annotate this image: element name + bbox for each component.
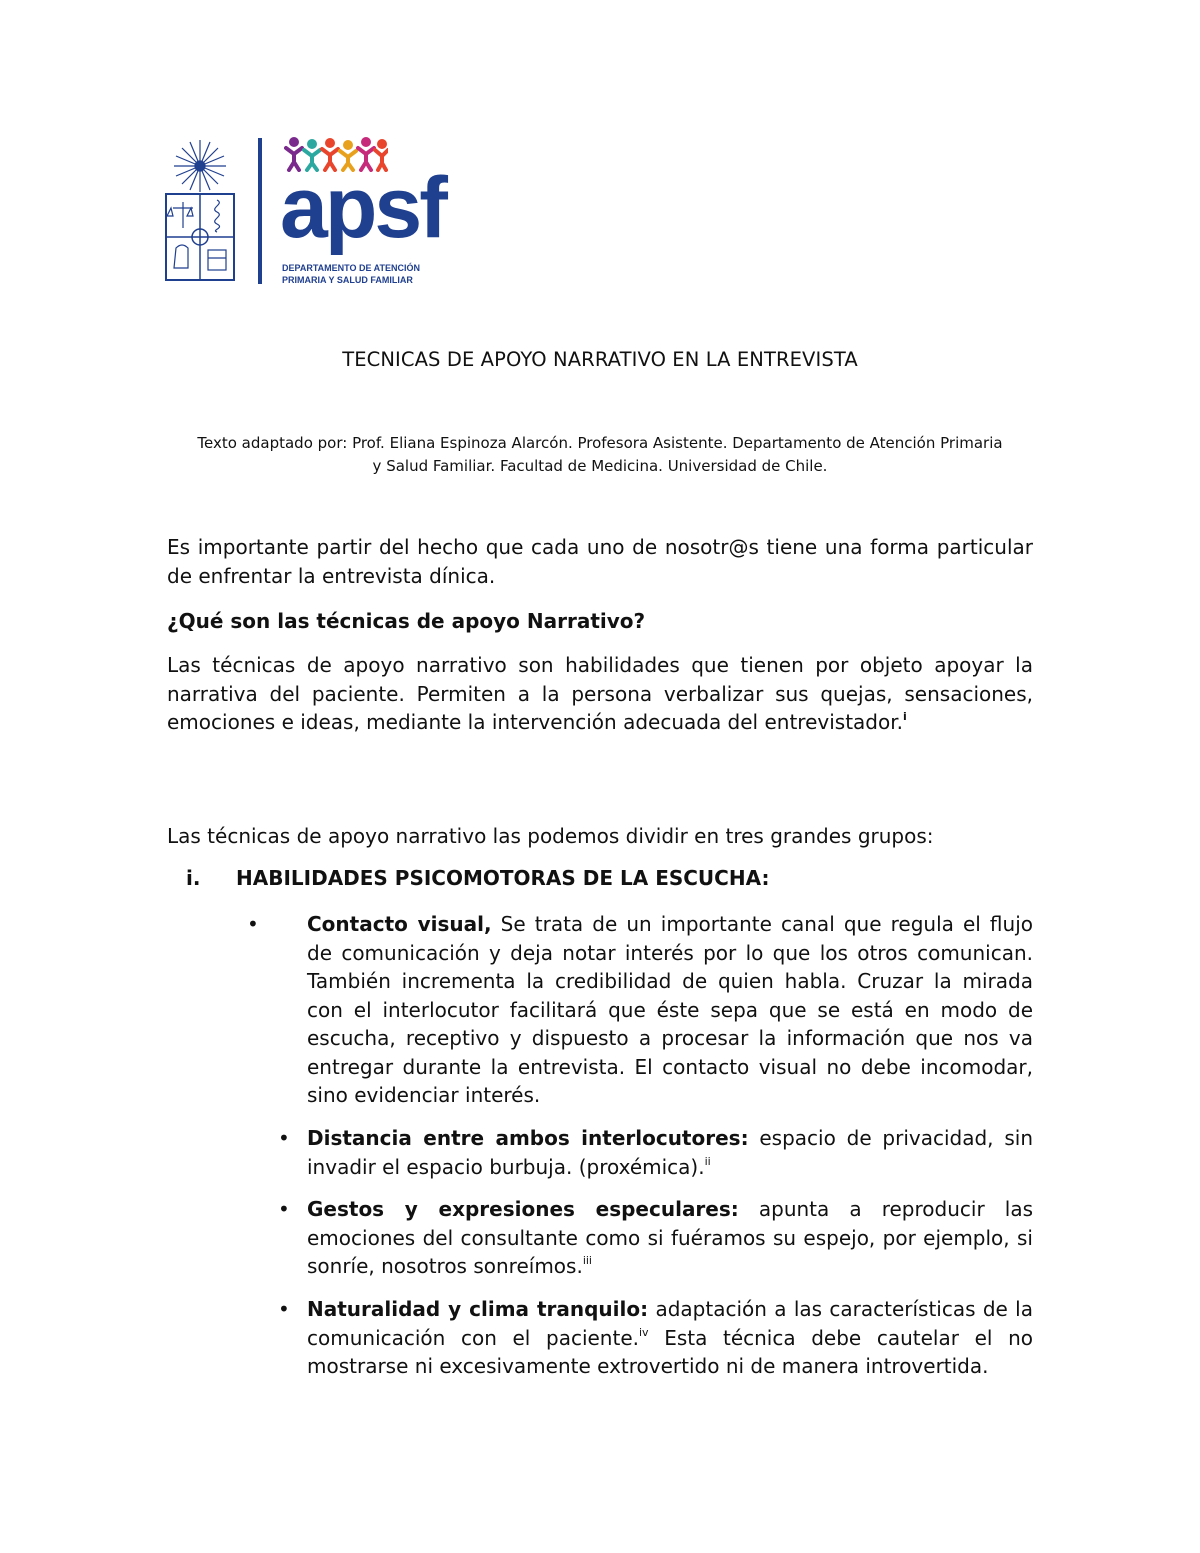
bullet-glyph: • (278, 1197, 290, 1221)
logo-divider (258, 138, 262, 284)
apsf-wordmark: apsf (280, 160, 445, 256)
footnote-ref: ii (704, 1154, 711, 1168)
question-heading: ¿Qué son las técnicas de apoyo Narrativo? (167, 609, 646, 633)
bullet-glyph: • (278, 1297, 290, 1321)
bullet-glyph: • (247, 912, 259, 936)
list-item: Distancia entre ambos interlocutores: espacio de privacidad, sin invadir el espacio burbuja. (proxémica).$^{ii}$ (307, 1126, 1033, 1179)
footnote-ref: iii (582, 1254, 592, 1267)
intro-paragraph: Es importante partir del hecho que cada uno de nosotr@s tiene una forma particular de enfrentar la entrevista dínica. (167, 535, 1033, 588)
section-heading: HABILIDADES PSICOMOTORAS DE LA ESCUCHA: (236, 866, 770, 890)
groups-intro-paragraph: Las técnicas de apoyo narrativo las podemos dividir en tres grandes grupos: (167, 824, 934, 848)
apsf-department-name: DEPARTAMENTO DE ATENCIÓN PRIMARIA Y SALUD FAMILIAR (282, 263, 421, 285)
list-item: Gestos y expresiones especulares: apunta a reproducir las emociones del consultante como si fuéramos su espejo, por ejemplo, si sonríe, nosotros sonreímos.$^{iii}$ (307, 1197, 1033, 1278)
list-item: Contacto visual, Se trata de un importante canal que regula el flujo de comunicación y deja notar interés por lo que los otros comunican. También incrementa la credibilidad de quien habla. Cruzar la mirada con el interlocutor facilitará que éste sepa que se está en modo de escucha, receptivo y dispuesto a procesar la información que nos va entregar durante la entrevista. El contacto visual no debe incomodar, sino evidenciar interés. (307, 912, 1033, 1107)
section-marker: i. (186, 866, 201, 890)
footnote-ref: iv (638, 1325, 649, 1339)
footnote-ref: i (902, 710, 907, 723)
apsf-logo (276, 136, 445, 286)
list-item: Naturalidad y clima tranquilo: adaptación a las características de la comunicación con el paciente.$^{iv}$ Esta técnica debe cautelar el no mostrarse ni excesivamente extrovertido ni de manera introvertida. (307, 1297, 1033, 1378)
bullet-glyph: • (278, 1126, 290, 1150)
document-title: TECNICAS DE APOYO NARRATIVO EN LA ENTREVISTA (342, 348, 858, 371)
author-credit: Texto adaptado por: Prof. Eliana Espinoza Alarcón. Profesora Asistente. Departamento de Atención Primaria y Salud Familiar. Facultad de Medicina. Universidad de Chile. (197, 434, 1003, 475)
uchile-seal-logo (164, 138, 236, 284)
definition-paragraph: Las técnicas de apoyo narrativo son habilidades que tienen por objeto apoyar la narrativa del paciente. Permiten a la persona verbalizar sus quejas, sensaciones, emociones e ideas, mediante la intervención adecuada del entrevistador.$^i$ (167, 653, 1033, 734)
